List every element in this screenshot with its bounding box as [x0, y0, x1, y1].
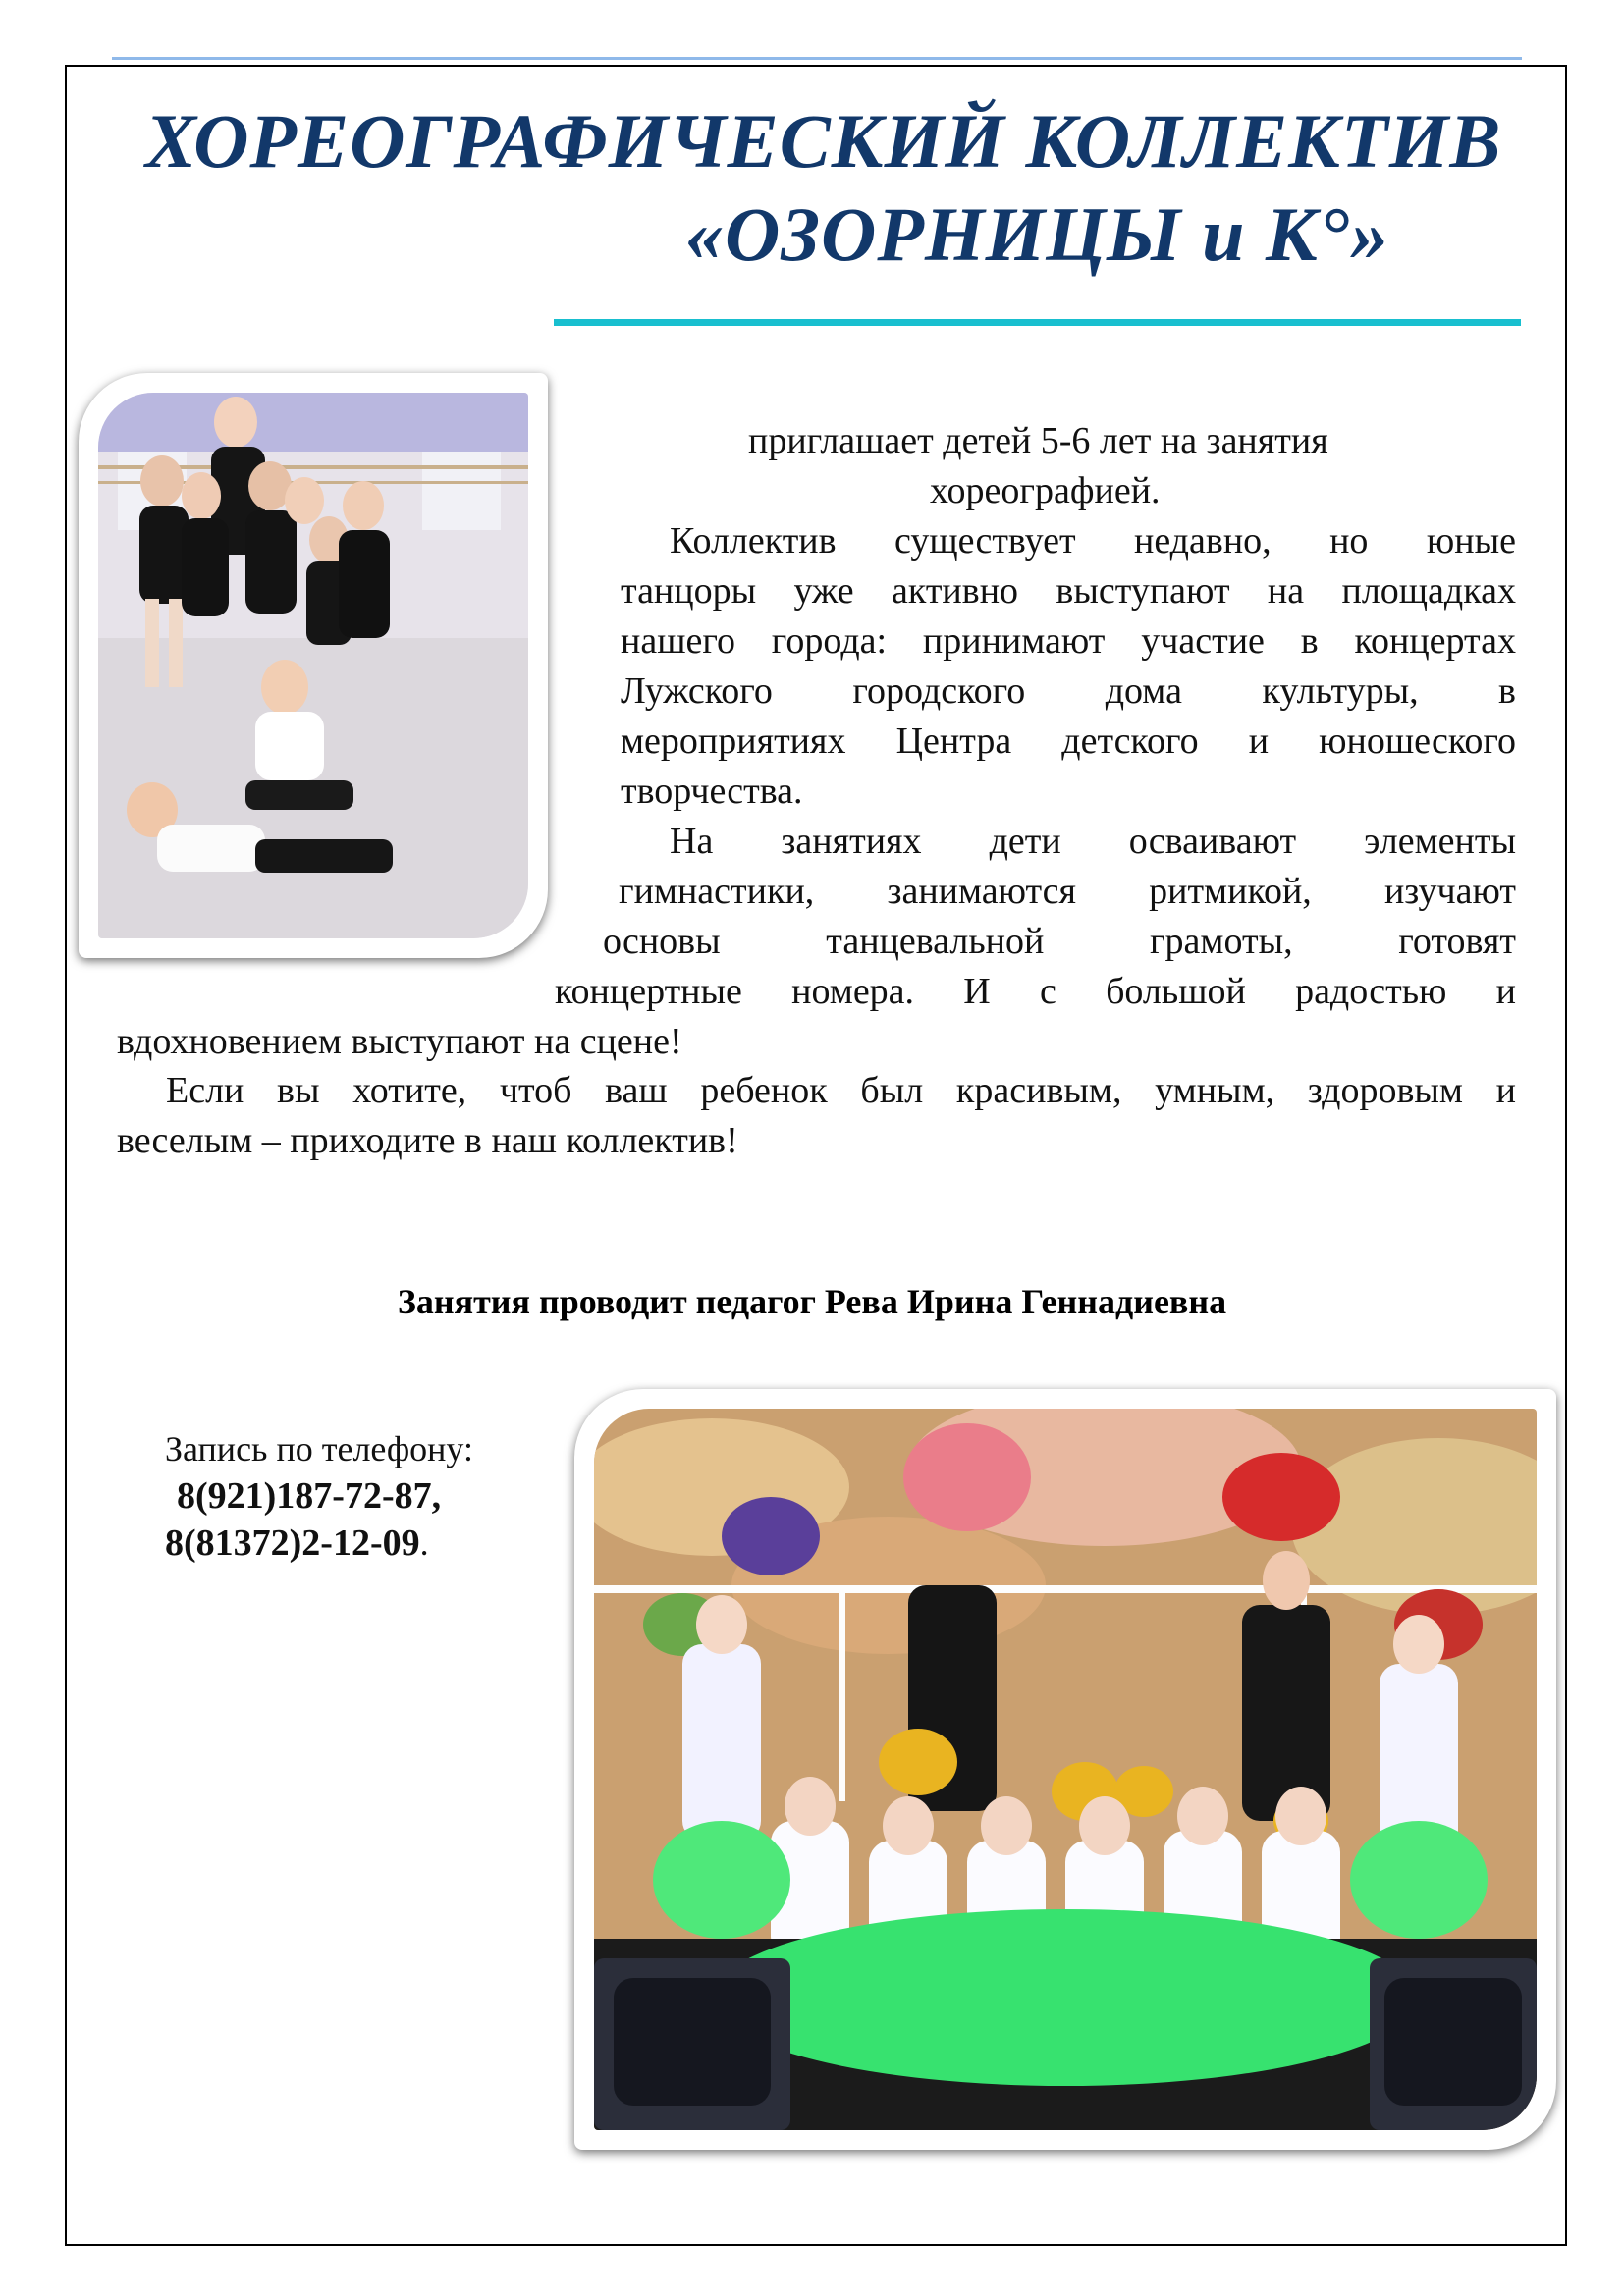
photo-stage-performance [574, 1389, 1556, 2150]
phone-2: 8(81372)2-12-09 [165, 1522, 420, 1564]
intro-paragraph [621, 416, 1516, 516]
contact-label: Запись по телефону: [165, 1429, 473, 1468]
intro-line: приглашает детей 5-6 лет на занятия [748, 420, 1328, 461]
paragraph-line: танцоры уже активно выступают на площадках [621, 570, 1516, 612]
phone-2-line [165, 1520, 473, 1567]
paragraph-collective [621, 516, 1516, 817]
top-rule [112, 57, 1522, 60]
paragraph-line: Лужского городского дома культуры, в [621, 670, 1516, 712]
paragraph-line: концертные номера. И с большой радостью и [555, 971, 1516, 1012]
paragraph-classes [0, 817, 1516, 1067]
paragraph-invite [117, 1066, 1516, 1166]
paragraph-line: веселым – приходите в наш коллектив! [117, 1120, 738, 1161]
paragraph-line: нашего города: принимают участие в концертах [621, 620, 1516, 662]
title-line-2: «ОЗОРНИЦЫ и К°» [685, 191, 1390, 277]
paragraph-line: вдохновением выступают на сцене! [117, 1021, 682, 1062]
paragraph-line: основы танцевальной грамоты, готовят [603, 921, 1516, 962]
phone-1: 8(921)187-72-87, [177, 1475, 442, 1517]
contact-block [165, 1425, 473, 1567]
paragraph-line: творчества. [621, 771, 803, 812]
stage-photo-illustration [594, 1409, 1537, 2130]
teacher-line: Занятия проводит педагог Рева Ирина Геннадиевна [397, 1282, 1227, 1321]
paragraph-line: гимнастики, занимаются ритмикой, изучают [619, 871, 1516, 912]
title-line-1: ХОРЕОГРАФИЧЕСКИЙ КОЛЛЕКТИВ [145, 98, 1502, 184]
accent-rule [554, 319, 1521, 326]
paragraph-line: Если вы хотите, чтоб ваш ребенок был красивым, умным, здоровым и [166, 1070, 1516, 1111]
paragraph-line: мероприятиях Центра детского и юношеского [621, 721, 1516, 762]
paragraph-line: Коллектив существует недавно, но юные [670, 520, 1516, 561]
intro-line: хореографией. [930, 470, 1161, 511]
phone-2-period: . [419, 1523, 429, 1563]
paragraph-line: На занятиях дети осваивают элементы [670, 821, 1516, 862]
